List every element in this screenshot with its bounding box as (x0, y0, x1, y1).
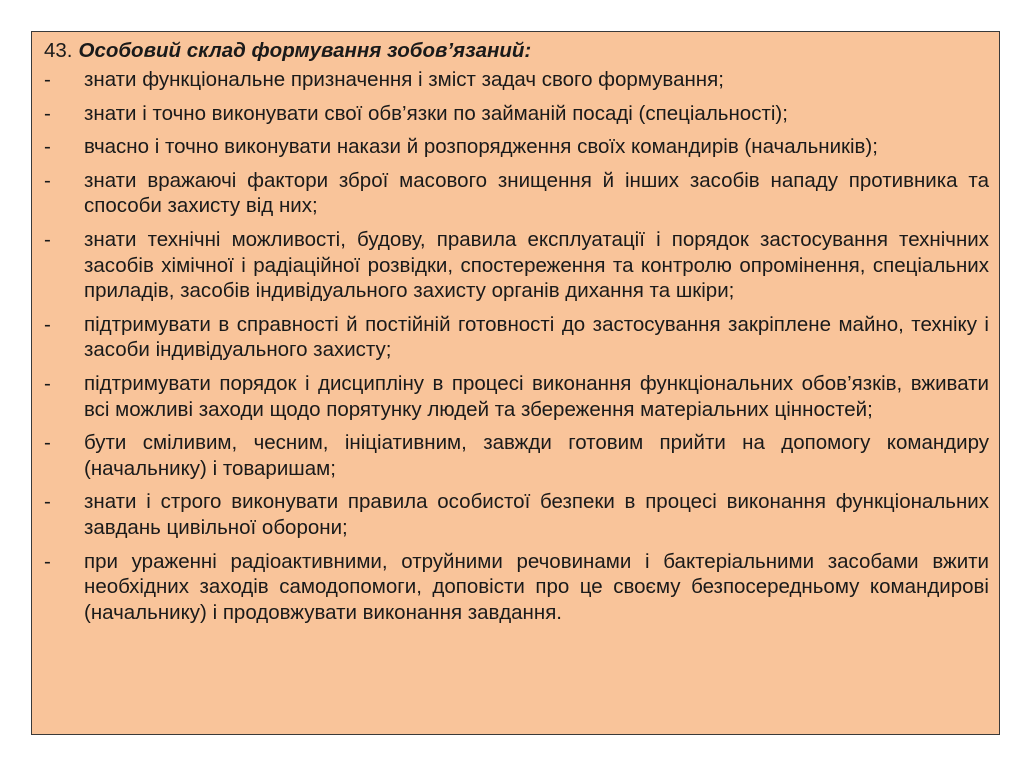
content-box (31, 31, 1000, 735)
list-item-text: знати технічні можливості, будову, правила експлуатації і порядок застосування технічних засобів хімічної і радіаційної розвідки, спостереження та контролю опромінення, спеціальних приладів, засобів індивідуального захисту органів дихання та шкіри; (84, 227, 989, 303)
list-item-text: знати і точно виконувати свої обв’язки по займаній посаді (спеціальності); (84, 101, 788, 125)
list-item-text: підтримувати в справності й постійній готовності до застосування закріплене майно, техніку і засоби індивідуального захисту; (84, 312, 989, 362)
list-item-text: бути сміливим, чесним, ініціативним, завжди готовим прийти на допомогу командиру (начальнику) і товаришам; (84, 431, 989, 480)
list-item (44, 134, 989, 160)
list-item (44, 67, 989, 93)
bullet-dash: - (44, 135, 51, 159)
bullet-dash: - (44, 312, 51, 336)
list-item (44, 430, 989, 481)
bullet-dash: - (44, 168, 51, 192)
bullet-dash: - (44, 68, 51, 91)
list-item (44, 371, 989, 422)
heading (44, 38, 989, 66)
list-item-text: вчасно і точно виконувати накази й розпорядження своїх командирів (начальників); (84, 135, 878, 159)
list-item (44, 312, 989, 363)
list-item (44, 489, 989, 540)
list-item-text: знати функціональне призначення і зміст задач свого формування; (84, 68, 724, 91)
list-item (44, 227, 989, 304)
bullet-dash: - (44, 227, 51, 251)
list-item-text: при ураженні радіоактивними, отруйними речовинами і бактеріальними засобами вжити необхідних заходів самодопомоги, доповісти про це своєму безпосередньому командирові (начальнику) і продовжувати виконання завдання. (84, 549, 989, 624)
bullet-dash: - (44, 371, 51, 395)
bullet-dash: - (44, 490, 51, 514)
heading-number: 43. (44, 39, 73, 62)
list-item-text: підтримувати порядок і дисципліну в процесі виконання функціональних обов’язків, вживати всі можливі заходи щодо порятунку людей та збереження матеріальних цінностей; (84, 371, 989, 421)
duty-list (44, 67, 989, 625)
list-item (44, 101, 989, 127)
bullet-dash: - (44, 101, 51, 125)
list-item (44, 549, 989, 626)
bullet-dash: - (44, 549, 51, 573)
heading-title: Особовий склад формування зобов’язаний: (78, 39, 532, 62)
list-item-text: знати вражаючі фактори зброї масового знищення й інших засобів нападу противника та способи захисту від них; (84, 168, 989, 218)
bullet-dash: - (44, 431, 51, 455)
list-item-text: знати і строго виконувати правила особистої безпеки в процесі виконання функціональних завдань цивільної оборони; (84, 490, 989, 539)
list-item (44, 168, 989, 219)
